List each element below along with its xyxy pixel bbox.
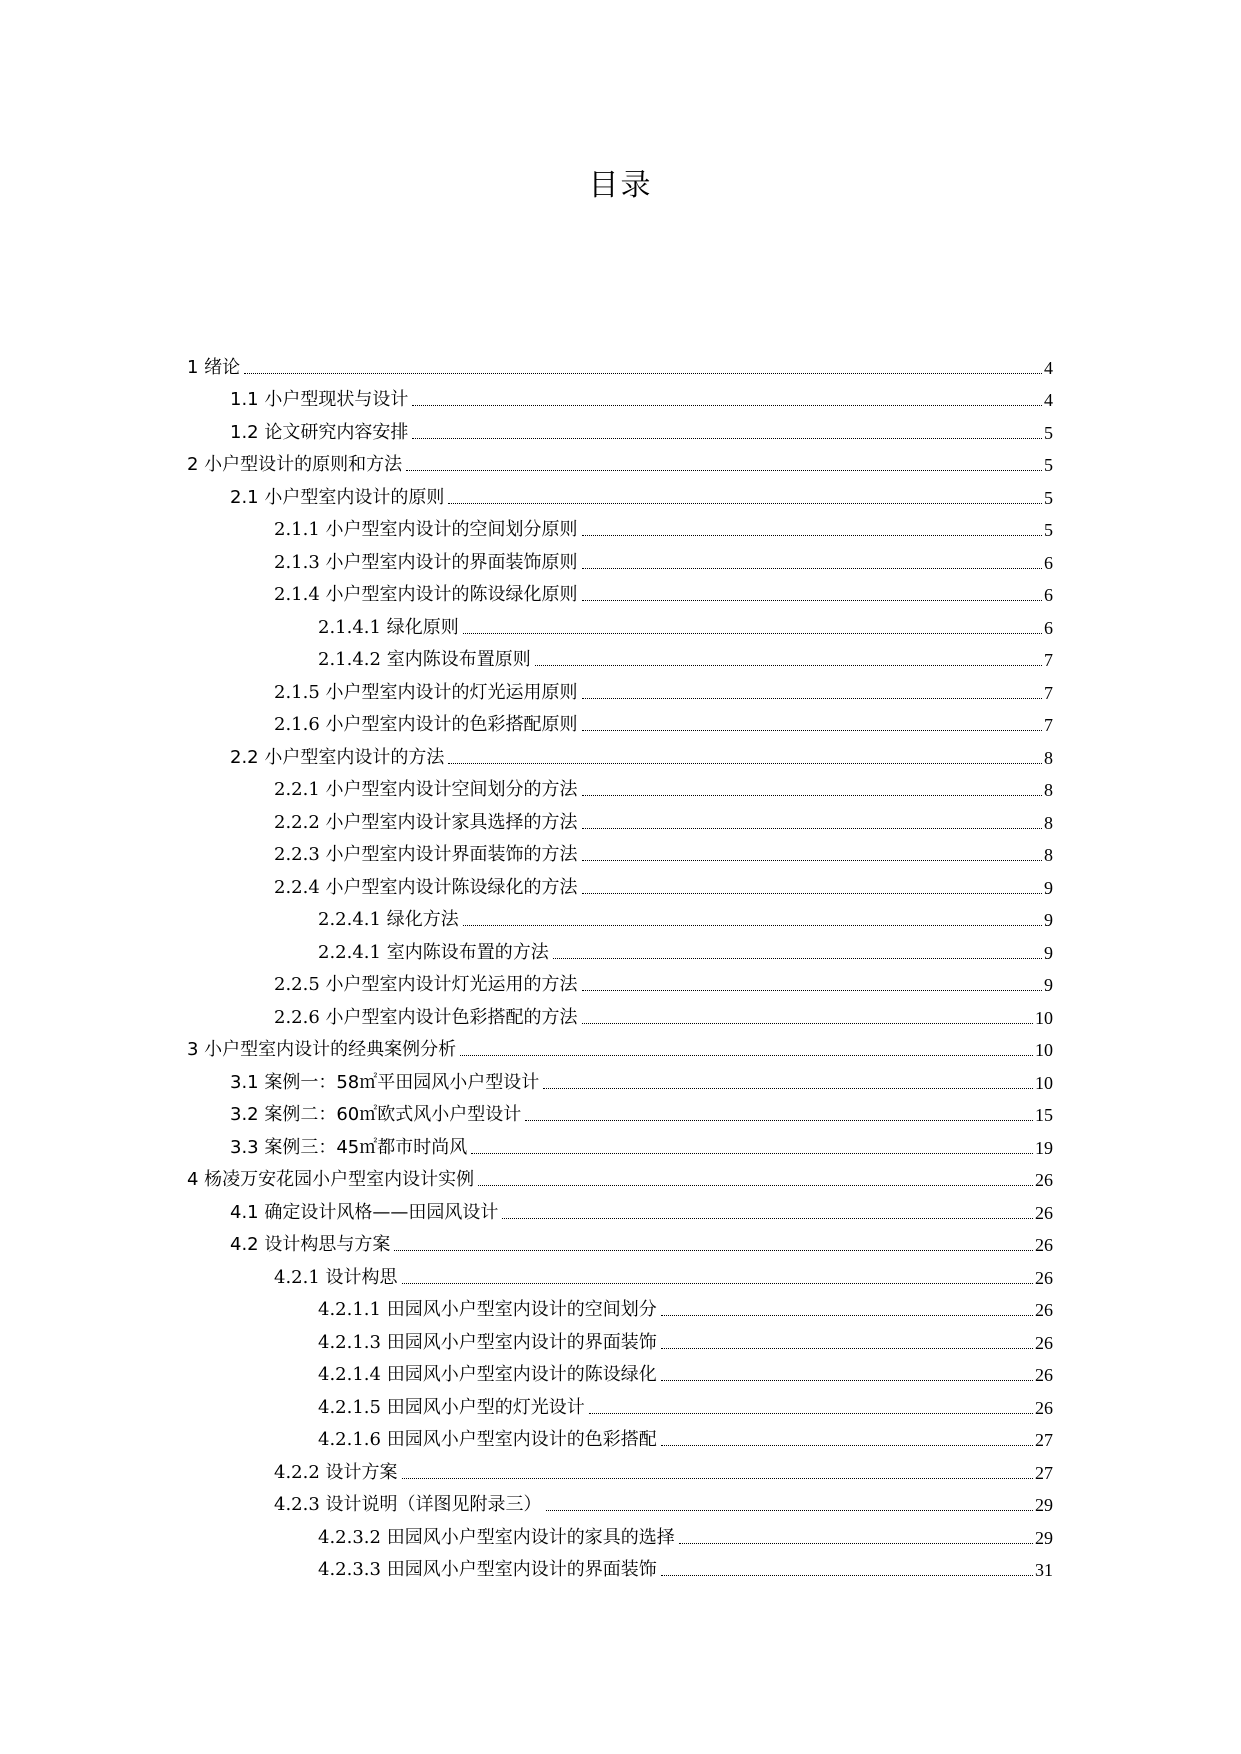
dot-leader xyxy=(582,794,1042,796)
toc-entry-label: 2.1.3 小户型室内设计的界面装饰原则 xyxy=(274,551,578,573)
toc-entry-level-4[interactable] xyxy=(0,639,1053,672)
toc-entry-page-number: 26 xyxy=(1035,1267,1053,1288)
toc-entry-label: 2.1.5 小户型室内设计的灯光运用原则 xyxy=(274,681,578,703)
toc-entry-page-number: 7 xyxy=(1044,715,1053,735)
dot-leader xyxy=(448,762,1042,764)
toc-entry-level-4[interactable] xyxy=(0,931,1053,964)
toc-entry-page-number: 6 xyxy=(1044,585,1053,605)
toc-entry-level-1[interactable] xyxy=(0,1159,1053,1192)
toc-entry-level-4[interactable] xyxy=(0,1386,1053,1419)
toc-entry-level-4[interactable] xyxy=(0,1516,1053,1549)
dot-leader xyxy=(679,1542,1033,1544)
toc-entry-page-number: 29 xyxy=(1035,1527,1053,1548)
toc-entry-label: 4.2.3.3 田园风小户型室内设计的界面装饰 xyxy=(318,1559,657,1580)
toc-entry-page-number: 8 xyxy=(1044,812,1053,833)
toc-entry-label: 2.2.2 小户型室内设计家具选择的方法 xyxy=(274,811,578,833)
toc-entry-level-3[interactable] xyxy=(0,509,1053,542)
toc-entry-level-2[interactable] xyxy=(0,1126,1053,1159)
dot-leader xyxy=(553,957,1042,959)
dot-leader xyxy=(412,437,1042,439)
toc-entry-label: 4.2.1.1 田园风小户型室内设计的空间划分 xyxy=(318,1299,657,1320)
toc-entry-page-number: 9 xyxy=(1044,942,1053,963)
toc-entry-page-number: 10 xyxy=(1035,1072,1053,1093)
table-of-contents xyxy=(0,346,1241,1581)
toc-entry-label: 2.2.4 小户型室内设计陈设绿化的方法 xyxy=(274,876,578,898)
dot-leader xyxy=(394,1249,1033,1251)
toc-entry-page-number: 10 xyxy=(1035,1040,1053,1060)
toc-entry-level-3[interactable] xyxy=(0,996,1053,1029)
toc-entry-label: 2.2 小户型室内设计的方法 xyxy=(230,746,445,768)
toc-entry-label: 4.2 设计构思与方案 xyxy=(230,1234,391,1255)
dot-leader xyxy=(661,1347,1033,1349)
toc-entry-label: 1.2 论文研究内容安排 xyxy=(230,421,409,443)
toc-entry-level-4[interactable] xyxy=(0,1321,1053,1354)
toc-entry-page-number: 26 xyxy=(1035,1300,1053,1320)
dot-leader xyxy=(582,892,1042,894)
dot-leader xyxy=(582,729,1042,731)
dot-leader xyxy=(582,599,1042,601)
dot-leader xyxy=(471,1152,1033,1154)
toc-entry-level-3[interactable] xyxy=(0,834,1053,867)
toc-entry-level-4[interactable] xyxy=(0,1419,1053,1452)
toc-entry-level-2[interactable] xyxy=(0,1094,1053,1127)
dot-leader xyxy=(502,1217,1033,1219)
dot-leader xyxy=(535,664,1042,666)
toc-entry-label: 4.2.1.5 田园风小户型的灯光设计 xyxy=(318,1396,585,1418)
dot-leader xyxy=(460,1054,1033,1056)
toc-entry-label: 2 小户型设计的原则和方法 xyxy=(187,454,403,475)
toc-entry-level-4[interactable] xyxy=(0,1289,1053,1322)
toc-entry-level-3[interactable] xyxy=(0,541,1053,574)
dot-leader xyxy=(582,859,1042,861)
toc-entry-page-number: 26 xyxy=(1035,1365,1053,1385)
dot-leader xyxy=(402,1282,1033,1284)
toc-entry-page-number: 6 xyxy=(1044,617,1053,638)
toc-entry-page-number: 4 xyxy=(1044,357,1053,378)
toc-entry-label: 2.1.4 小户型室内设计的陈设绿化原则 xyxy=(274,584,578,605)
toc-entry-label: 4.2.3.2 田园风小户型室内设计的家具的选择 xyxy=(318,1526,675,1548)
toc-entry-page-number: 8 xyxy=(1044,845,1053,865)
dot-leader xyxy=(661,1314,1033,1316)
toc-entry-label: 4.2.1.6 田园风小户型室内设计的色彩搭配 xyxy=(318,1429,657,1450)
toc-entry-label: 2.1 小户型室内设计的原则 xyxy=(230,486,445,508)
toc-entry-page-number: 8 xyxy=(1044,780,1053,800)
dot-leader xyxy=(244,372,1042,374)
toc-entry-label: 4.2.1.3 田园风小户型室内设计的界面装饰 xyxy=(318,1331,657,1353)
toc-entry-label: 1 绪论 xyxy=(187,356,241,378)
toc-entry-level-3[interactable] xyxy=(0,1484,1053,1517)
toc-entry-level-3[interactable] xyxy=(0,574,1053,607)
toc-entry-level-2[interactable] xyxy=(0,1061,1053,1094)
dot-leader xyxy=(582,989,1042,991)
toc-entry-page-number: 15 xyxy=(1035,1105,1053,1125)
toc-entry-level-3[interactable] xyxy=(0,866,1053,899)
toc-entry-level-1[interactable] xyxy=(0,444,1053,477)
toc-entry-label: 2.2.4.1 绿化方法 xyxy=(318,909,459,930)
toc-entry-level-2[interactable] xyxy=(0,1224,1053,1257)
toc-entry-label: 1.1 小户型现状与设计 xyxy=(230,389,409,410)
dot-leader xyxy=(463,632,1042,634)
toc-entry-page-number: 27 xyxy=(1035,1430,1053,1450)
dot-leader xyxy=(661,1574,1033,1576)
toc-entry-level-1[interactable] xyxy=(0,1029,1053,1062)
page-title: 目录 xyxy=(588,168,653,203)
dot-leader xyxy=(478,1184,1033,1186)
toc-entry-label: 2.2.6 小户型室内设计色彩搭配的方法 xyxy=(274,1006,578,1028)
toc-entry-page-number: 5 xyxy=(1044,487,1053,508)
toc-entry-page-number: 4 xyxy=(1044,390,1053,410)
dot-leader xyxy=(582,1022,1033,1024)
dot-leader xyxy=(582,534,1042,536)
toc-entry-page-number: 7 xyxy=(1044,682,1053,703)
toc-entry-label: 4.1 确定设计风格——田园风设计 xyxy=(230,1201,499,1223)
toc-entry-page-number: 26 xyxy=(1035,1332,1053,1353)
toc-entry-label: 2.1.4.2 室内陈设布置原则 xyxy=(318,649,531,670)
dot-leader xyxy=(546,1509,1033,1511)
toc-entry-label: 3.2 案例二：60㎡欧式风小户型设计 xyxy=(230,1104,522,1125)
toc-entry-page-number: 9 xyxy=(1044,877,1053,898)
toc-entry-level-2[interactable] xyxy=(0,1191,1053,1224)
dot-leader xyxy=(543,1087,1033,1089)
dot-leader xyxy=(412,404,1042,406)
toc-entry-label: 4.2.1 设计构思 xyxy=(274,1266,398,1288)
toc-entry-label: 2.2.5 小户型室内设计灯光运用的方法 xyxy=(274,974,578,995)
toc-entry-level-3[interactable] xyxy=(0,769,1053,802)
toc-entry-page-number: 26 xyxy=(1035,1397,1053,1418)
toc-entry-level-4[interactable] xyxy=(0,606,1053,639)
toc-entry-level-2[interactable] xyxy=(0,379,1053,412)
dot-leader xyxy=(582,827,1042,829)
toc-entry-level-3[interactable] xyxy=(0,801,1053,834)
toc-entry-label: 4.2.3 设计说明（详图见附录三） xyxy=(274,1494,542,1515)
toc-entry-page-number: 6 xyxy=(1044,552,1053,573)
toc-entry-level-3[interactable] xyxy=(0,1451,1053,1484)
toc-entry-page-number: 5 xyxy=(1044,520,1053,540)
toc-entry-page-number: 27 xyxy=(1035,1462,1053,1483)
toc-entry-page-number: 29 xyxy=(1035,1495,1053,1515)
toc-entry-page-number: 9 xyxy=(1044,910,1053,930)
toc-entry-page-number: 9 xyxy=(1044,975,1053,995)
toc-entry-page-number: 31 xyxy=(1035,1560,1053,1580)
toc-entry-page-number: 26 xyxy=(1035,1170,1053,1190)
toc-entry-level-4[interactable] xyxy=(0,1354,1053,1387)
dot-leader xyxy=(582,567,1042,569)
toc-entry-level-3[interactable] xyxy=(0,671,1053,704)
toc-entry-label: 4.2.1.4 田园风小户型室内设计的陈设绿化 xyxy=(318,1364,657,1385)
toc-entry-level-3[interactable] xyxy=(0,1256,1053,1289)
dot-leader xyxy=(582,697,1042,699)
dot-leader xyxy=(589,1412,1033,1414)
toc-entry-level-2[interactable] xyxy=(0,736,1053,769)
toc-entry-label: 2.2.3 小户型室内设计界面装饰的方法 xyxy=(274,844,578,865)
toc-entry-page-number: 5 xyxy=(1044,422,1053,443)
toc-entry-page-number: 5 xyxy=(1044,455,1053,475)
toc-entry-page-number: 26 xyxy=(1035,1235,1053,1255)
toc-entry-level-4[interactable] xyxy=(0,899,1053,932)
toc-entry-level-4[interactable] xyxy=(0,1549,1053,1582)
dot-leader xyxy=(463,924,1042,926)
toc-entry-page-number: 8 xyxy=(1044,747,1053,768)
toc-entry-label: 3.3 案例三：45㎡都市时尚风 xyxy=(230,1136,468,1158)
toc-entry-level-3[interactable] xyxy=(0,704,1053,737)
dot-leader xyxy=(402,1477,1033,1479)
dot-leader xyxy=(406,469,1042,471)
toc-entry-label: 2.2.1 小户型室内设计空间划分的方法 xyxy=(274,779,578,800)
dot-leader xyxy=(525,1119,1033,1121)
toc-entry-page-number: 7 xyxy=(1044,650,1053,670)
toc-entry-label: 2.1.6 小户型室内设计的色彩搭配原则 xyxy=(274,714,578,735)
toc-entry-page-number: 19 xyxy=(1035,1137,1053,1158)
toc-entry-label: 3 小户型室内设计的经典案例分析 xyxy=(187,1039,457,1060)
toc-entry-label: 4 杨凌万安花园小户型室内设计实例 xyxy=(187,1169,475,1190)
dot-leader xyxy=(448,502,1042,504)
toc-entry-page-number: 10 xyxy=(1035,1007,1053,1028)
toc-entry-level-2[interactable] xyxy=(0,411,1053,444)
dot-leader xyxy=(661,1444,1033,1446)
toc-entry-page-number: 26 xyxy=(1035,1202,1053,1223)
toc-entry-level-3[interactable] xyxy=(0,964,1053,997)
toc-entry-label: 3.1 案例一：58㎡平田园风小户型设计 xyxy=(230,1071,540,1093)
toc-entry-level-1[interactable] xyxy=(0,346,1053,379)
toc-entry-label: 2.1.4.1 绿化原则 xyxy=(318,616,459,638)
toc-entry-level-2[interactable] xyxy=(0,476,1053,509)
toc-entry-label: 4.2.2 设计方案 xyxy=(274,1461,398,1483)
toc-entry-label: 2.1.1 小户型室内设计的空间划分原则 xyxy=(274,519,578,540)
dot-leader xyxy=(661,1379,1033,1381)
toc-entry-label: 2.2.4.1 室内陈设布置的方法 xyxy=(318,941,549,963)
